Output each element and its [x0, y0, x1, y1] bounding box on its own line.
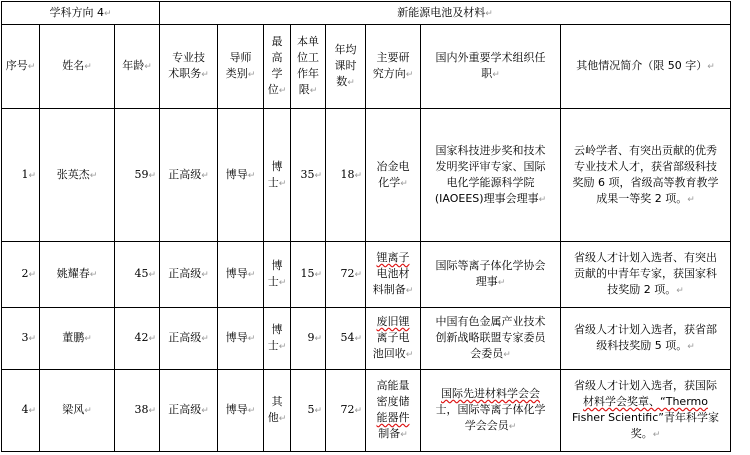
- header-hours: 年均 课时 数↵: [326, 25, 366, 109]
- direction-label-cell: 学科方向 4↵: [2, 2, 160, 25]
- faculty-table: [1, 1, 731, 452]
- cell-name: 姚耀春↵: [40, 242, 115, 308]
- cell-title: 正高级↵: [160, 370, 218, 452]
- cell-name: 董鹏↵: [40, 308, 115, 370]
- cell-supervisor: 博导↵: [218, 242, 264, 308]
- cell-age: 45↵: [115, 242, 160, 308]
- header-degree: 最 高 学 位↵: [264, 25, 291, 109]
- cell-orgs: 国家科技进步奖和技术 发明奖评审专家、国际 电化学能源科学院 (IAOEES)理事会理事↵: [421, 109, 561, 242]
- table-row: [2, 109, 731, 242]
- direction-label: 学科方向 4: [49, 5, 104, 19]
- header-name: 姓名↵: [40, 25, 115, 109]
- cell-seq: 4↵: [2, 370, 40, 452]
- header-seq: 序号↵: [2, 25, 40, 109]
- cell-hours: 54↵: [326, 308, 366, 370]
- cell-research: 高能量 密度储 能器件 制备↵: [366, 370, 421, 452]
- cell-other: 省级人才计划入选者，获省部 级科技奖励 5 项。↵: [561, 308, 731, 370]
- cell-name: 张英杰↵: [40, 109, 115, 242]
- header-orgs: 国内外重要学术组织任 职↵: [421, 25, 561, 109]
- cell-seq: 2↵: [2, 242, 40, 308]
- direction-name-cell: 新能源电池及材料↵: [160, 2, 731, 25]
- cell-name: 梁风↵: [40, 370, 115, 452]
- header-other: 其他情况简介（限 50 字）↵: [561, 25, 731, 109]
- cell-supervisor: 博导↵: [218, 370, 264, 452]
- cell-degree: 博 士↵: [264, 109, 291, 242]
- cell-research: 废旧锂 离子电 池回收↵: [366, 308, 421, 370]
- cell-degree: 其 他↵: [264, 370, 291, 452]
- cell-orgs: 国际等离子体化学协会 理事↵: [421, 242, 561, 308]
- cell-hours: 18↵: [326, 109, 366, 242]
- cell-years: 15↵: [291, 242, 326, 308]
- cell-title: 正高级↵: [160, 109, 218, 242]
- direction-name: 新能源电池及材料: [397, 5, 486, 19]
- table-row: [2, 242, 731, 308]
- cell-title: 正高级↵: [160, 242, 218, 308]
- cell-age: 42↵: [115, 308, 160, 370]
- header-years: 本单 位工 作年 限↵: [291, 25, 326, 109]
- cell-years: 5↵: [291, 370, 326, 452]
- cell-research: 冶金电 化学↵: [366, 109, 421, 242]
- cell-other: 云岭学者、有突出贡献的优秀 专业技术人才，获省部级科技 奖励 6 项，省级高等教育教学 成果一等奖 2 项。↵: [561, 109, 731, 242]
- cell-research: 锂离子 电池材 料制备↵: [366, 242, 421, 308]
- header-title: 专业技 术职务↵: [160, 25, 218, 109]
- cell-years: 35↵: [291, 109, 326, 242]
- header-research: 主要研 究方向↵: [366, 25, 421, 109]
- cell-other: 省级人才计划入选者、有突出 贡献的中青年专家，获国家科 技奖励 2 项。↵: [561, 242, 731, 308]
- cell-other: 省级人才计划入选者，获国际 材料学会奖章、“Thermo Fisher Scientific”青年科学家 奖。↵: [561, 370, 731, 452]
- cell-hours: 72↵: [326, 370, 366, 452]
- cell-age: 59↵: [115, 109, 160, 242]
- cell-orgs: 国际先进材料学会会 士，国际等离子体化学 学会会员↵: [421, 370, 561, 452]
- cell-years: 9↵: [291, 308, 326, 370]
- cell-title: 正高级↵: [160, 308, 218, 370]
- cell-orgs: 中国有色金属产业技术 创新战略联盟专家委员 会委员↵: [421, 308, 561, 370]
- cell-seq: 3↵: [2, 308, 40, 370]
- cell-age: 38↵: [115, 370, 160, 452]
- cell-degree: 博 士↵: [264, 242, 291, 308]
- table-row: [2, 308, 731, 370]
- cell-seq: 1↵: [2, 109, 40, 242]
- table-row: [2, 370, 731, 452]
- header-age: 年龄↵: [115, 25, 160, 109]
- direction-row: [2, 2, 731, 25]
- header-supervisor: 导师 类别↵: [218, 25, 264, 109]
- cell-supervisor: 博导↵: [218, 109, 264, 242]
- cell-hours: 72↵: [326, 242, 366, 308]
- cell-degree: 博 士↵: [264, 308, 291, 370]
- header-row: [2, 25, 731, 109]
- cell-supervisor: 博导↵: [218, 308, 264, 370]
